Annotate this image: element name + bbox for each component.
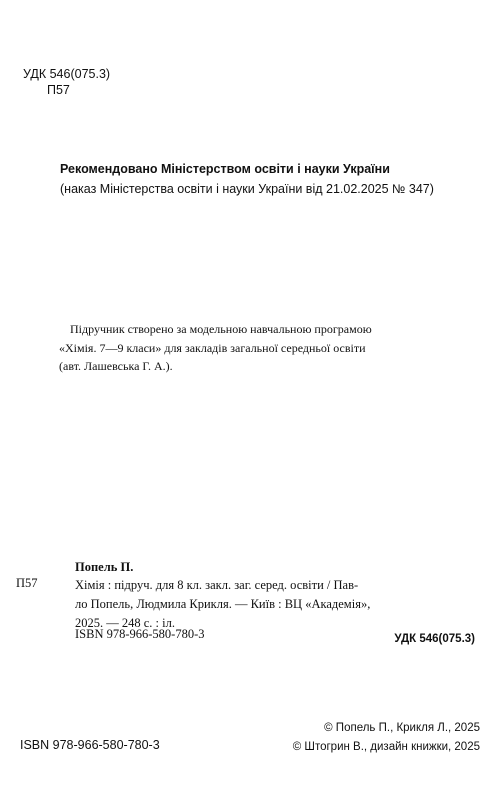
recommendation-block: [60, 159, 434, 199]
catalog-description: [75, 576, 370, 633]
program-note-line1: Підручник створено за модельною навчальною програмою: [70, 322, 372, 336]
recommendation-order: (наказ Міністерства освіти і науки України від 21.02.2025 № 347): [60, 182, 434, 196]
catalog-isbn: ISBN 978-966-580-780-3: [75, 627, 205, 641]
catalog-line3: 2025. — 248 с. : іл.: [75, 616, 175, 630]
catalog-code: П57: [16, 576, 38, 590]
udc-index: П57: [47, 83, 70, 97]
recommendation-title: Рекомендовано Міністерством освіти і науки України: [60, 162, 390, 176]
copyright-block: [293, 719, 480, 757]
copyright-authors: © Попель П., Крикля Л., 2025: [324, 722, 480, 734]
catalog-line2: ло Попель, Людмила Крикля. — Київ : ВЦ «Академія»,: [75, 597, 371, 611]
catalog-author: Попель П.: [75, 560, 134, 574]
footer-isbn: ISBN 978-966-580-780-3: [20, 738, 160, 752]
program-note-line3: (авт. Лашевська Г. А.).: [59, 359, 173, 373]
catalog-line1: Хімія : підруч. для 8 кл. закл. заг. серед. освіти / Пав-: [75, 578, 359, 592]
program-note: [59, 320, 372, 376]
copyright-design: © Штогрин В., дизайн книжки, 2025: [292, 741, 480, 753]
program-note-line2: «Хімія. 7—9 класи» для закладів загальної середньої освіти: [59, 340, 366, 355]
catalog-udc: УДК 546(075.3): [394, 633, 475, 645]
udc-block: [23, 66, 110, 98]
udc-code: УДК 546(075.3): [23, 67, 111, 81]
